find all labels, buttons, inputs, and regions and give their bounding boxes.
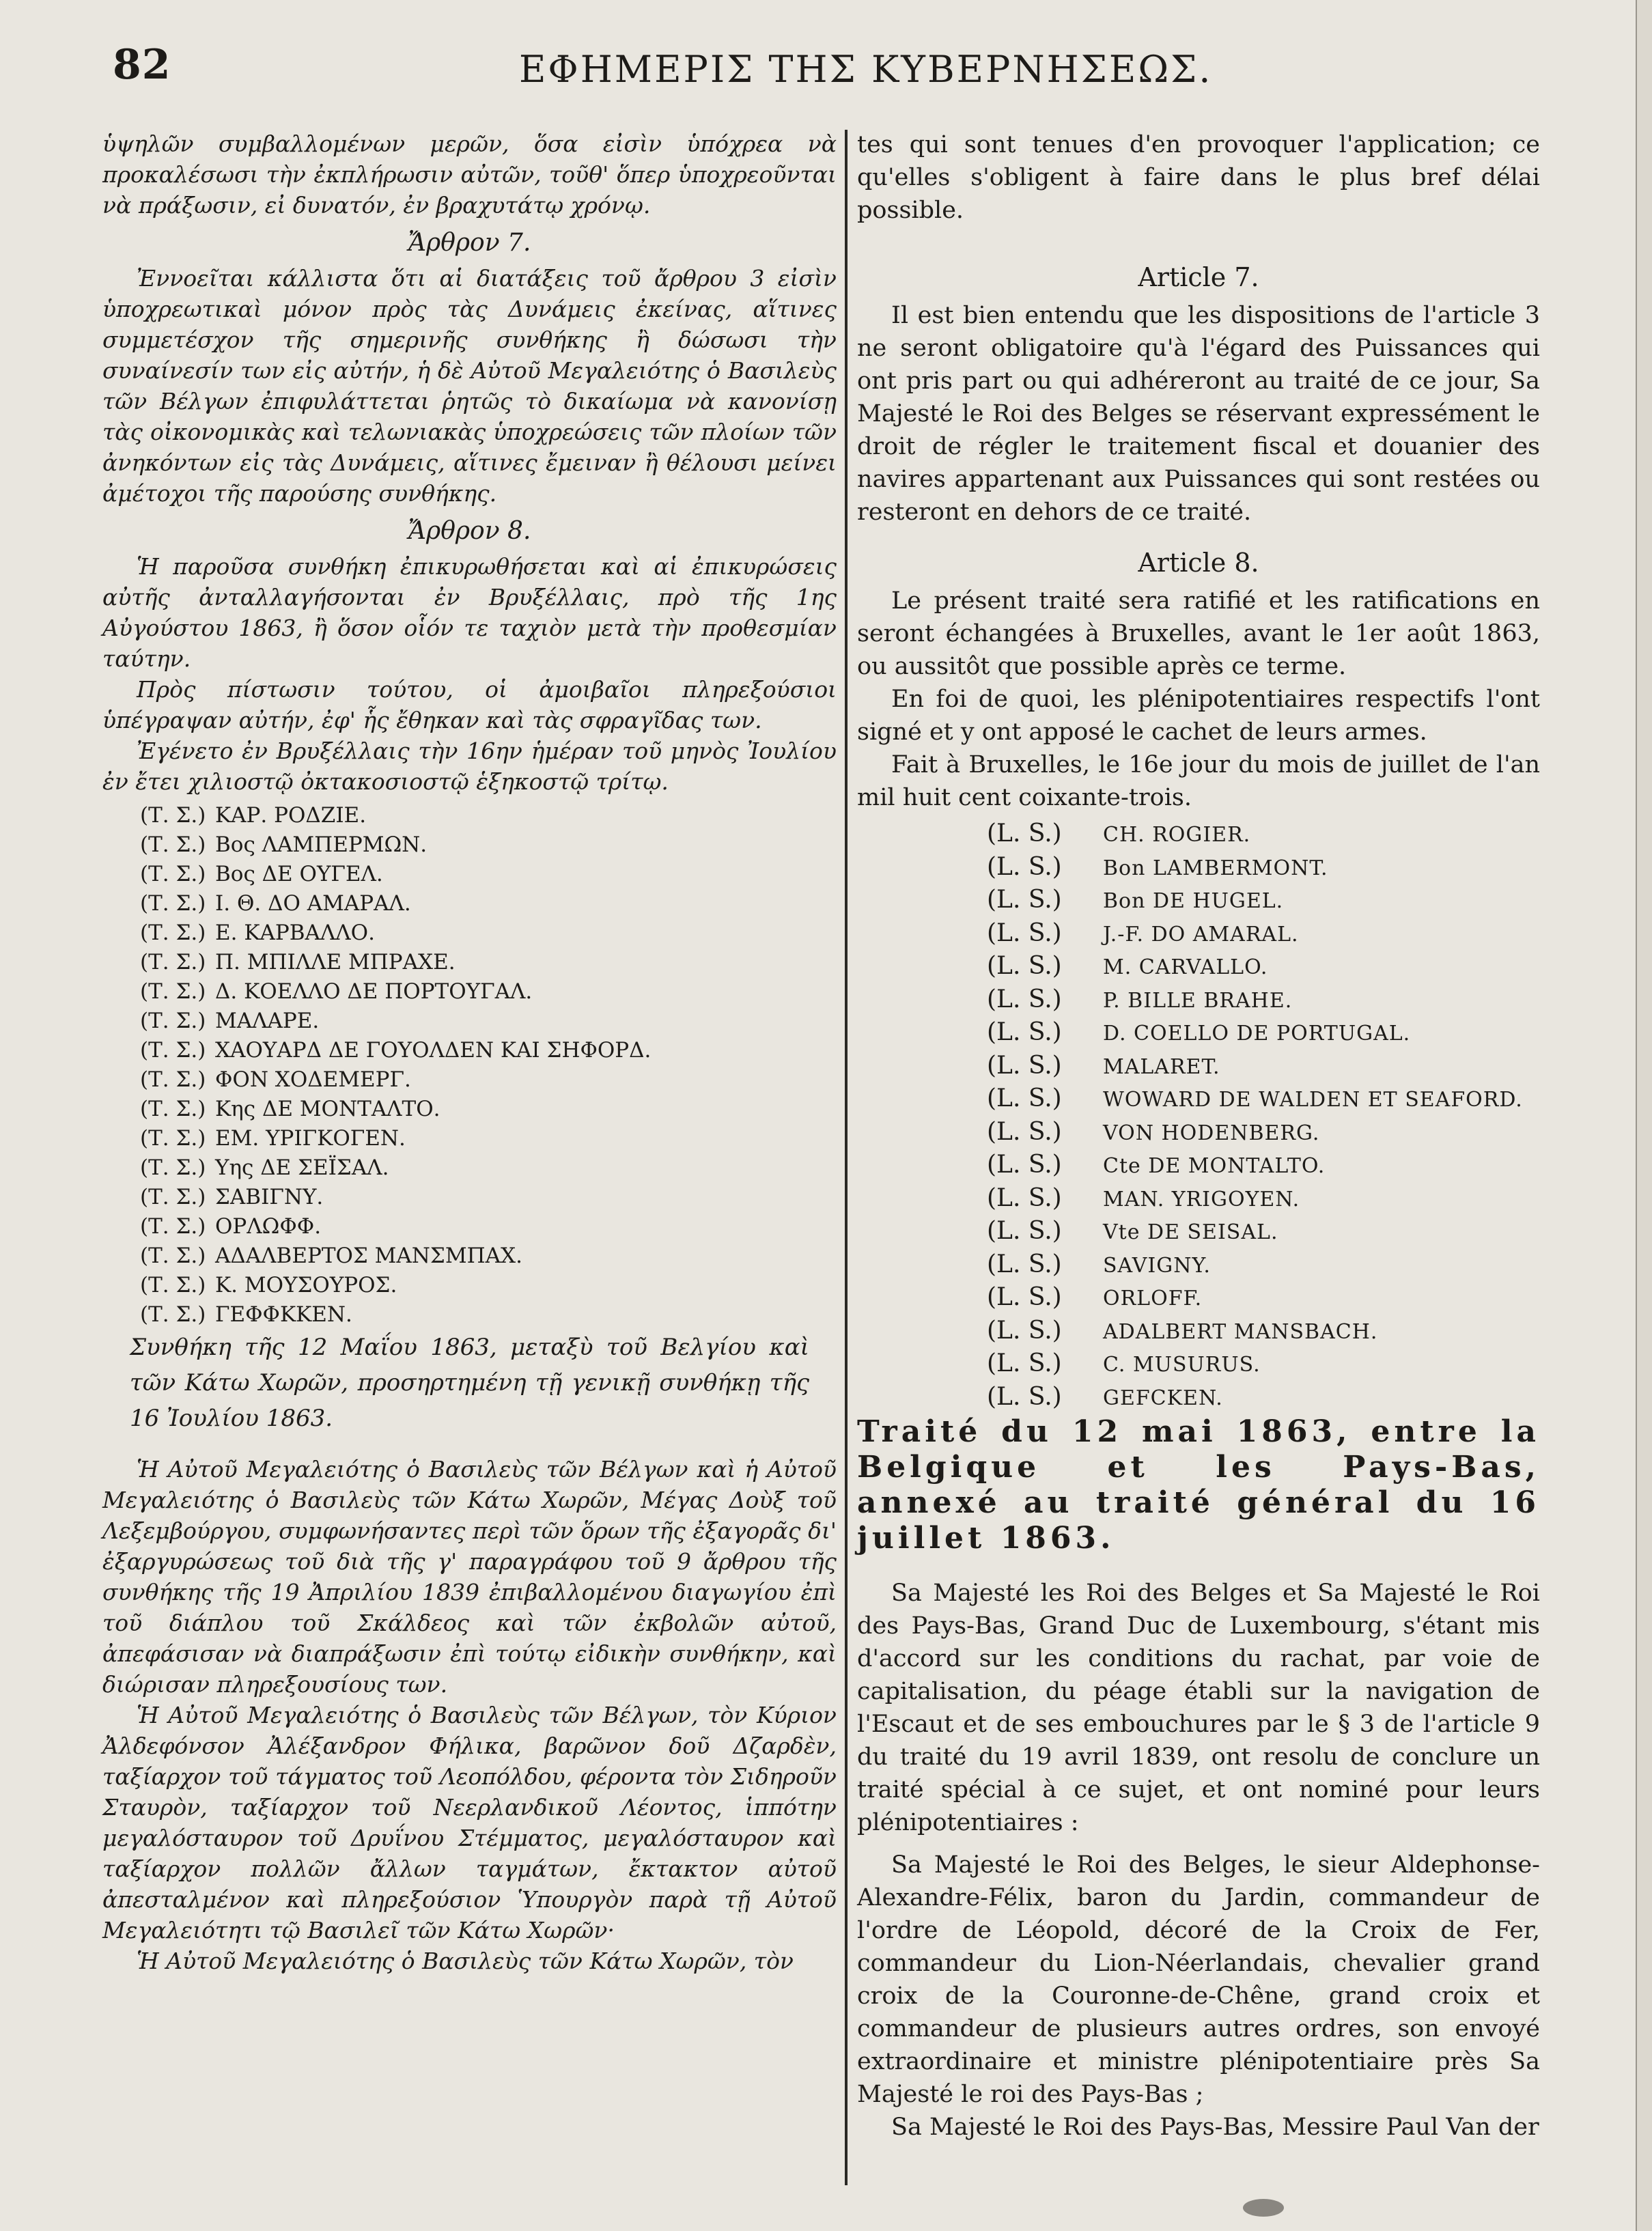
signature-line	[987, 1249, 1540, 1282]
signature-line	[987, 1083, 1540, 1117]
signatory-name: GEFCKEN.	[1103, 1386, 1223, 1410]
signatory-name: Κης ΔΕ ΜΟΝΤΑΛΤΟ.	[215, 1097, 440, 1121]
seal-mark: (Τ. Σ.)	[140, 1038, 206, 1063]
french-article-7-text: Il est bien entendu que les dispositions de l'article 3 ne seront obligatoire qu'à l'égard des Puissances qui ont pris part ou qui adhéreront au traité de ce jour, Sa Majesté le Roi des Belges se réservant expressément le droit de régler le traitement fiscal et douanier des navires appartenant aux Puissances qui sont restées ou resteront en dehors de ce traité.	[857, 302, 1540, 526]
signatory-name: ORLOFF.	[1103, 1287, 1203, 1310]
signature-line	[140, 948, 837, 977]
signatory-name: Δ. ΚΟΕΛΛΟ ΔΕ ΠΟΡΤΟΥΓΑΛ.	[215, 979, 533, 1004]
greek-column	[102, 128, 837, 1976]
seal-mark: (Τ. Σ.)	[140, 1244, 206, 1268]
signature-line	[140, 1095, 837, 1124]
greek-treaty-title: Συνθήκη τῆς 12 Μαΐου 1863, μεταξὺ τοῦ Βελγίου καὶ τῶν Κάτω Χωρῶν, προσηρτημένη τῇ γενικῇ συνθήκῃ τῆς 16 Ἰουλίου 1863.	[130, 1334, 809, 1432]
signatory-name: ΦΟΝ ΧΟΔΕΜΕΡΓ.	[215, 1067, 411, 1092]
signature-line	[140, 830, 837, 860]
seal-mark: (L. S.)	[987, 1250, 1062, 1278]
signatory-name: ΕΜ. ΥΡΙΓΚΟΓΕΝ.	[215, 1126, 406, 1151]
seal-mark: (L. S.)	[987, 1382, 1062, 1411]
seal-mark: (L. S.)	[987, 1051, 1062, 1080]
greek-article-8-text: Ἡ παροῦσα συνθήκη ἐπικυρωθήσεται καὶ αἱ ἐπικυρώσεις αὐτῆς ἀνταλλαγήσονται ἐν Βρυξέλλαις, πρὸ τῆς 1ης Αὐγούστου 1863, ἢ ὅσον οἷόν τε ταχιὸν μετὰ τὴν προθεσμίαν ταύτην.	[102, 553, 837, 672]
signatory-name: Vte DE SEISAL.	[1103, 1220, 1278, 1244]
signatory-name: J.-F. DO AMARAL.	[1103, 922, 1299, 946]
seal-mark: (Τ. Σ.)	[140, 950, 206, 974]
signature-line	[987, 951, 1540, 984]
signature-line	[987, 1183, 1540, 1216]
running-header: ΕΦΗΜΕΡΙΣ ΤΗΣ ΚΥΒΕΡΝΗΣΕΩΣ.	[519, 48, 1213, 91]
signatory-name: CH. ROGIER.	[1103, 823, 1251, 847]
signatory-name: Cte DE MONTALTO.	[1103, 1154, 1326, 1178]
signatory-name: Βος ΔΕ ΟΥΓΕΛ.	[215, 862, 383, 886]
french-witness-paragraph: En foi de quoi, les plénipotentiaires respectifs l'ont signé et y ont apposé le cachet de leurs armes.	[857, 686, 1540, 746]
column-divider	[845, 130, 848, 2185]
french-column	[857, 128, 1540, 2144]
greek-intro-paragraph: ὑψηλῶν συμβαλλομένων μερῶν, ὅσα εἰσὶν ὑπόχρεα νὰ προκαλέσωσι τὴν ἐκπλήρωσιν αὐτῶν, τοῦθ' ὅπερ ὑποχρεοῦνται νὰ πράξωσιν, εἰ δυνατόν, ἐν βραχυτάτῳ χρόνῳ.	[102, 130, 837, 219]
french-done-paragraph: Fait à Bruxelles, le 16e jour du mois de juillet de l'an mil huit cent coixante-trois.	[857, 751, 1540, 811]
greek-article-7-text: Ἐννοεῖται κάλλιστα ὅτι αἱ διατάξεις τοῦ ἄρθρου 3 εἰσὶν ὑποχρεωτικαὶ μόνον πρὸς τὰς Δυνάμεις ἐκείνας, αἵτινες συμμετέσχον τῆς σημερινῆς συνθήκης ἢ δώσωσι τὴν συναίνεσίν των εἰς αὐτήν, ἡ δὲ Αὐτοῦ Μεγαλειότης ὁ Βασιλεὺς τῶν Βέλγων ἐπιφυλάττεται ῥητῶς τὸ δικαίωμα νὰ κανονίσῃ τὰς οἰκονομικὰς καὶ τελωνιακὰς ὑποχρεώσεις τῶν πλοίων τῶν ἀνηκόντων εἰς τὰς Δυνάμεις, αἵτινες ἔμειναν ἢ θέλουσι μείνει ἀμέτοχοι τῆς παρούσης συνθήκης.	[102, 265, 837, 507]
signature-line	[140, 1300, 837, 1330]
signature-line	[140, 801, 837, 830]
french-signature-list	[857, 818, 1540, 1414]
signatory-name: P. BILLE BRAHE.	[1103, 988, 1293, 1013]
signature-line	[987, 1282, 1540, 1315]
signatory-name: M. CARVALLO.	[1103, 955, 1268, 979]
signature-line	[987, 918, 1540, 951]
french-treaty-paragraph-2: Sa Majesté le Roi des Belges, le sieur Aldephonse-Alexandre-Félix, baron du Jardin, commandeur de l'ordre de Léopold, décoré de la Croix de Fer, commandeur du Lion-Néerlandais, chevalier grand croix de la Couronne-de-Chêne, grand croix et commandeur de plusieurs autres ordres, son envoyé extraordinaire et ministre plénipotentiaire près Sa Majesté le roi des Pays-Bas ;	[857, 1851, 1540, 2108]
signatory-name: ΟΡΛΩΦΦ.	[215, 1214, 322, 1239]
signatory-name: VON HODENBERG.	[1103, 1121, 1320, 1145]
signature-line	[140, 1153, 837, 1183]
signatory-name: Bon DE HUGEL.	[1103, 889, 1284, 913]
greek-treaty-paragraph-3: Ἡ Αὐτοῦ Μεγαλειότης ὁ Βασιλεὺς τῶν Κάτω Χωρῶν, τὸν	[137, 1948, 794, 1974]
french-intro-paragraph: tes qui sont tenues d'en provoquer l'application; ce qu'elles s'obligent à faire dans le plus bref délai possible.	[857, 131, 1540, 224]
signatory-name: ADALBERT MANSBACH.	[1103, 1319, 1378, 1344]
seal-mark: (L. S.)	[987, 1018, 1062, 1046]
seal-mark: (L. S.)	[987, 1217, 1062, 1245]
signature-line	[140, 1007, 837, 1036]
french-treaty-title: Traité du 12 mai 1863, entre la Belgique et les Pays-Bas, annexé au traité général du 16 juillet 1863.	[857, 1414, 1540, 1556]
signatory-name: Π. ΜΠΙΛΛΕ ΜΠΡΑΧΕ.	[215, 950, 456, 974]
signatory-name: ΜΑΛΑΡΕ.	[215, 1009, 320, 1033]
signatory-name: Ε. ΚΑΡΒΑΛΛΟ.	[215, 921, 375, 945]
greek-article-7-heading: Ἄρθρον 7.	[408, 229, 531, 257]
signature-line	[140, 1212, 837, 1241]
signature-line	[140, 1124, 837, 1153]
signature-line	[140, 860, 837, 889]
seal-mark: (Τ. Σ.)	[140, 803, 206, 828]
signature-line	[987, 1381, 1540, 1415]
signatory-name: WOWARD DE WALDEN ET SEAFORD.	[1103, 1088, 1523, 1112]
seal-mark: (Τ. Σ.)	[140, 1214, 206, 1239]
seal-mark: (L. S.)	[987, 1316, 1062, 1345]
french-article-8-heading: Article 8.	[1138, 548, 1259, 578]
signatory-name: ΣΑΒΙΓΝΥ.	[215, 1185, 324, 1209]
seal-mark: (L. S.)	[987, 985, 1062, 1013]
seal-mark: (L. S.)	[987, 1183, 1062, 1212]
signatory-name: ΑΔΑΛΒΕΡΤΟΣ ΜΑΝΣΜΠΑΧ.	[215, 1244, 522, 1268]
greek-treaty-paragraph-2: Ἡ Αὐτοῦ Μεγαλειότης ὁ Βασιλεὺς τῶν Βέλγων, τὸν Κύριον Ἀλδεφόνσον Ἀλέξανδρον Φήλικα, βαρῶνον δοῦ Δζαρδὲν, ταξίαρχον τοῦ τάγματος τοῦ Λεοπόλδου, φέροντα τὸν Σιδηροῦν Σταυρὸν, ταξίαρχον τοῦ Νεερλανδικοῦ Λέοντος, ἱππότην μεγαλόσταυρον τοῦ Δρυΐνου Στέμματος, μεγαλόσταυρον καὶ ταξίαρχον πολλῶν ἄλλων ταγμάτων, ἔκτακτον αὐτοῦ ἀπεσταλμένον καὶ πληρεξούσιον Ὑπουργὸν παρὰ τῇ Αὐτοῦ Μεγαλειότητι τῷ Βασιλεῖ τῶν Κάτω Χωρῶν·	[102, 1702, 837, 1944]
signature-line	[987, 1050, 1540, 1084]
seal-mark: (Τ. Σ.)	[140, 1067, 206, 1092]
signature-line	[987, 852, 1540, 885]
seal-mark: (Τ. Σ.)	[140, 1126, 206, 1151]
signature-line	[140, 1183, 837, 1212]
seal-mark: (Τ. Σ.)	[140, 862, 206, 886]
seal-mark: (Τ. Σ.)	[140, 891, 206, 916]
seal-mark: (Τ. Σ.)	[140, 832, 206, 857]
signatory-name: Ι. Θ. ΔΟ ΑΜΑΡΑΛ.	[215, 891, 411, 916]
signature-line	[140, 1241, 837, 1271]
greek-treaty-paragraph-1: Ἡ Αὐτοῦ Μεγαλειότης ὁ Βασιλεὺς τῶν Βέλγων καὶ ἡ Αὐτοῦ Μεγαλειότης ὁ Βασιλεὺς τῶν Κάτω Χωρῶν, Μέγας Δοὺξ τοῦ Λεξεμβούργου, συμφωνήσαντες περὶ τῶν ὅρων τῆς ἐξαγορᾶς δι' ἐξαργυρώσεως τοῦ διὰ τῆς γ' παραγράφου τοῦ 9 ἄρθρου τῆς συνθήκης τῆς 19 Ἀπριλίου 1839 ἐπιβαλλομένου διαγωγίου ἐπὶ τοῦ διάπλου τοῦ Σκάλδεος καὶ τῶν ἐκβολῶν αὐτοῦ, ἀπεφάσισαν νὰ διαπράξωσιν ἐπὶ τούτῳ εἰδικὴν συνθήκην, καὶ διώρισαν πληρεξουσίους των.	[102, 1456, 837, 1698]
greek-article-8-heading: Ἄρθρον 8.	[408, 517, 531, 545]
seal-mark: (L. S.)	[987, 852, 1062, 881]
signature-line	[987, 884, 1540, 918]
signatory-name: MALARET.	[1103, 1054, 1220, 1079]
signatory-name: ΧΑΟΥΑΡΔ ΔΕ ΓΟΥΟΛΔΕΝ ΚΑΙ ΣΗΦΟΡΔ.	[215, 1038, 652, 1063]
signature-line	[140, 977, 837, 1007]
seal-mark: (L. S.)	[987, 886, 1062, 914]
seal-mark: (Τ. Σ.)	[140, 1097, 206, 1121]
french-treaty-paragraph-3: Sa Majesté le Roi des Pays-Bas, Messire Paul Van der	[891, 2114, 1539, 2141]
signature-line	[987, 1348, 1540, 1381]
signatory-name: Κ. ΜΟΥΣΟΥΡΟΣ.	[215, 1273, 397, 1297]
signatory-name: SAVIGNY.	[1103, 1253, 1211, 1278]
greek-signature-list	[102, 801, 837, 1330]
signature-line	[140, 1036, 837, 1065]
seal-mark: (Τ. Σ.)	[140, 1155, 206, 1180]
signature-line	[987, 984, 1540, 1018]
signature-line	[987, 818, 1540, 852]
seal-mark: (Τ. Σ.)	[140, 1009, 206, 1033]
page-number: 82	[113, 41, 171, 89]
french-treaty-paragraph-1: Sa Majesté les Roi des Belges et Sa Majesté le Roi des Pays-Bas, Grand Duc de Luxembourg, s'étant mis d'accord sur les conditions du rachat, par voie de capitalisation, du péage établi sur la navigation de l'Escaut et de ses embouchures par le § 3 de l'article 9 du traité du 19 avril 1839, ont resolu de conclure un traité spécial à ce sujet, et ont nominé pour leurs plénipotentiaires :	[857, 1580, 1540, 1836]
facing-page-edge	[1636, 0, 1652, 2231]
seal-mark: (L. S.)	[987, 918, 1062, 947]
french-article-7-heading: Article 7.	[1138, 262, 1259, 292]
signature-line	[987, 1216, 1540, 1249]
seal-mark: (L. S.)	[987, 1084, 1062, 1112]
signatory-name: Bon LAMBERMONT.	[1103, 856, 1328, 880]
signatory-name: ΚΑΡ. ΡΟΔΖΙΕ.	[215, 803, 367, 828]
seal-mark: (L. S.)	[987, 819, 1062, 847]
signatory-name: D. COELLO DE PORTUGAL.	[1103, 1022, 1411, 1046]
seal-mark: (Τ. Σ.)	[140, 1185, 206, 1209]
seal-mark: (L. S.)	[987, 1349, 1062, 1377]
seal-mark: (Τ. Σ.)	[140, 1302, 206, 1327]
ink-smudge	[1243, 2199, 1284, 2217]
french-article-8-text: Le présent traité sera ratifié et les ratifications en seront échangées à Bruxelles, avant le 1er août 1863, ou aussitôt que possible après ce terme.	[857, 587, 1540, 680]
signature-line	[140, 918, 837, 948]
greek-done-paragraph: Ἐγένετο ἐν Βρυξέλλαις τὴν 16ην ἡμέραν τοῦ μηνὸς Ἰουλίου ἐν ἔτει χιλιοστῷ ὀκτακοσιοστῷ ἑξηκοστῷ τρίτῳ.	[102, 738, 837, 795]
signature-line	[140, 889, 837, 918]
seal-mark: (L. S.)	[987, 1151, 1062, 1179]
seal-mark: (L. S.)	[987, 1117, 1062, 1146]
seal-mark: (L. S.)	[987, 1283, 1062, 1311]
signatory-name: Βος ΛΑΜΠΕΡΜΩΝ.	[215, 832, 428, 857]
signatory-name: MAN. YRIGOYEN.	[1103, 1187, 1300, 1211]
signature-line	[987, 1315, 1540, 1349]
signature-line	[987, 1117, 1540, 1150]
seal-mark: (L. S.)	[987, 952, 1062, 980]
seal-mark: (Τ. Σ.)	[140, 979, 206, 1004]
signature-line	[140, 1065, 837, 1095]
signatory-name: C. MUSURUS.	[1103, 1353, 1261, 1377]
seal-mark: (Τ. Σ.)	[140, 921, 206, 945]
signature-line	[987, 1149, 1540, 1183]
signatory-name: Υης ΔΕ ΣΕΪΣΑΛ.	[215, 1155, 389, 1180]
signatory-name: ΓΕΦΦΚΚΕΝ.	[215, 1302, 352, 1327]
signature-line	[140, 1271, 837, 1300]
seal-mark: (Τ. Σ.)	[140, 1273, 206, 1297]
greek-witness-paragraph: Πρὸς πίστωσιν τούτου, οἱ ἀμοιβαῖοι πληρεξούσιοι ὑπέγραψαν αὐτήν, ἐφ' ἧς ἔθηκαν καὶ τὰς σφραγῖδας των.	[102, 676, 837, 733]
signature-line	[987, 1017, 1540, 1050]
